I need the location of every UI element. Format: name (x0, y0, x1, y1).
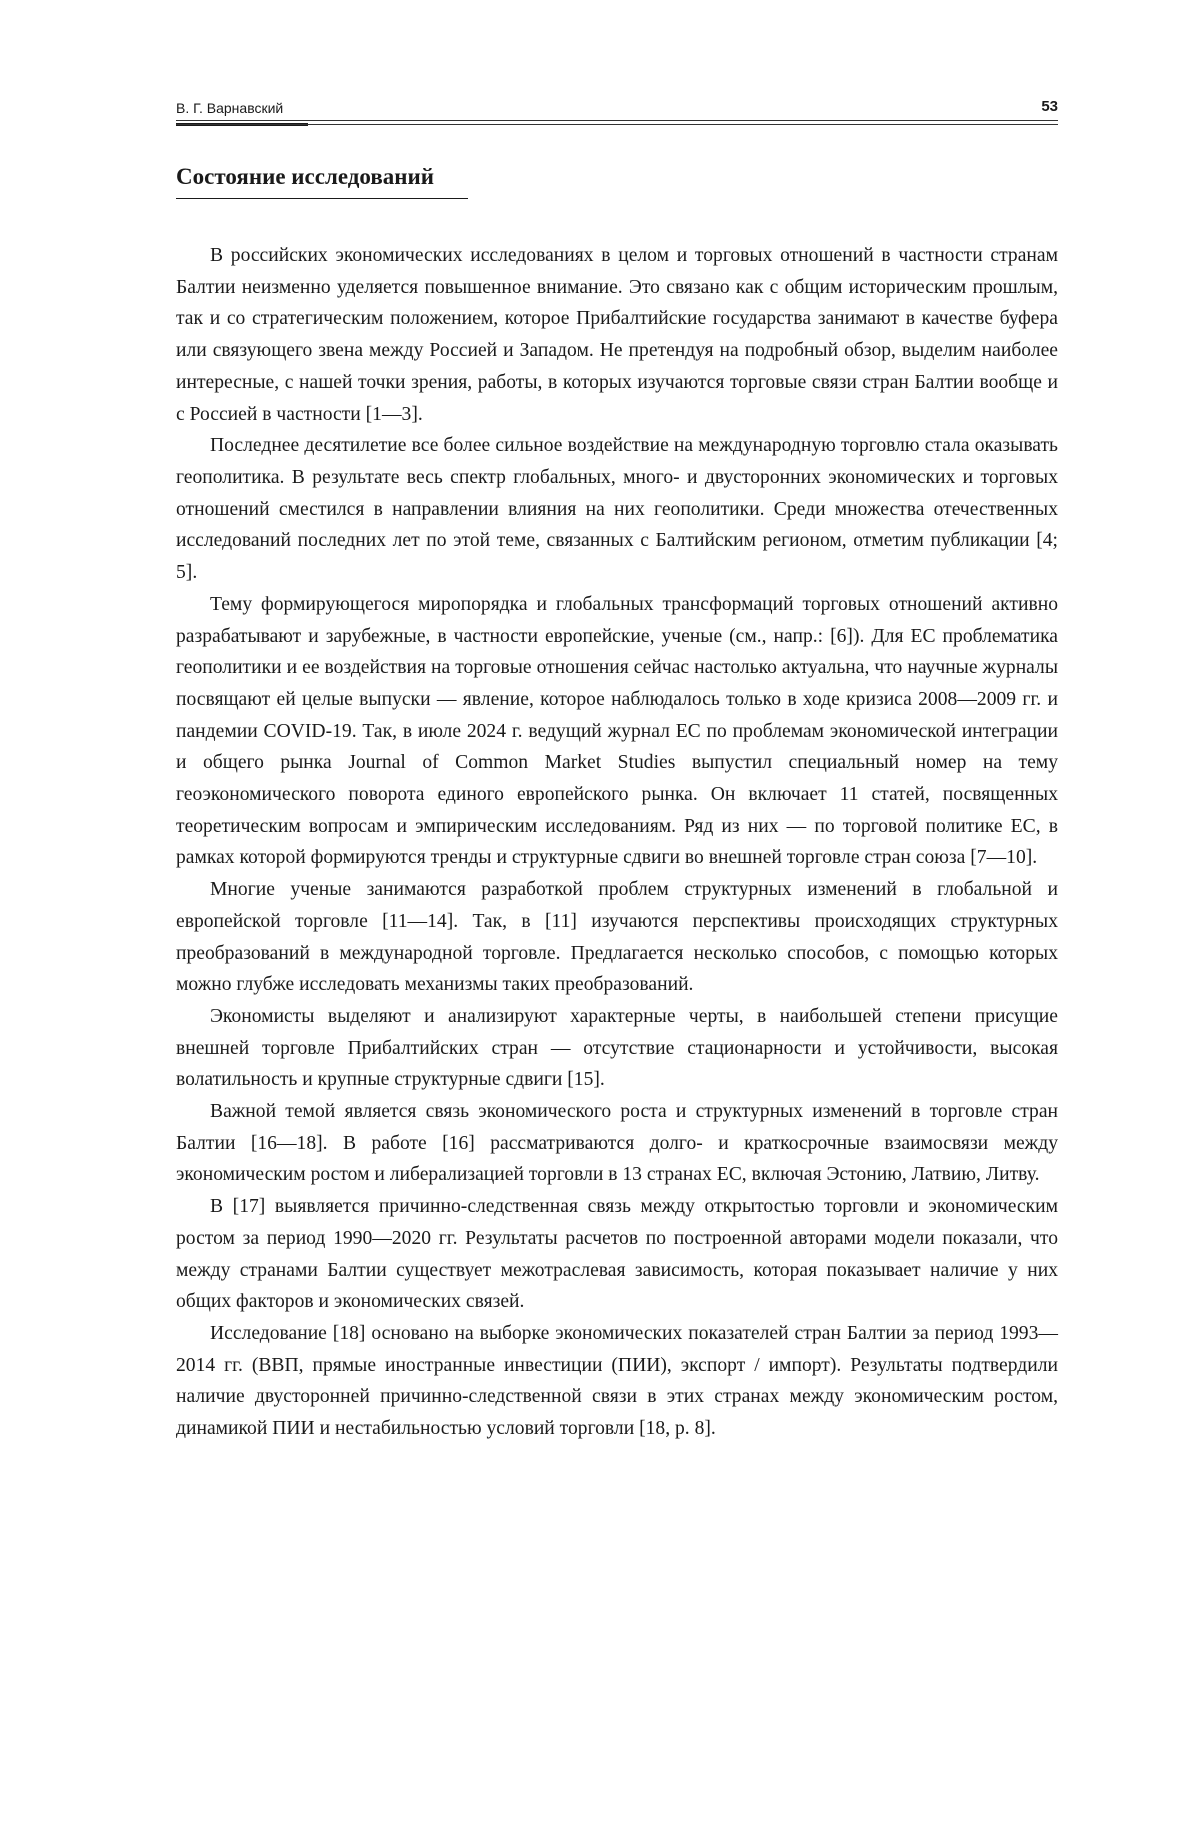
paragraph: Экономисты выделяют и анализируют характерные черты, в наибольшей степени присущие внешней торговле Прибалтийских стран — отсутствие стационарности и устойчивости, высокая волатильность и крупные структурные сдвиги [15]. (176, 1005, 1058, 1091)
running-header (176, 96, 1058, 118)
paragraph: Важной темой является связь экономического роста и структурных изменений в торговле стран Балтии [16—18]. В работе [16] рассматриваются долго- и краткосрочные взаимосвязи между экономическим ростом и либерализацией торговли в 13 странах ЕС, включая Эстонию, Латвию, Литву. (176, 1101, 1058, 1186)
paragraph: В [17] выявляется причинно-следственная связь между открытостью торговли и экономическим ростом за период 1990—2020 гг. Результаты расчетов по построенной авторами модели показали, что между странами Балтии существует межотраслевая зависимость, которая показывает наличие у них общих факторов и экономических связей. (176, 1196, 1058, 1313)
paragraph: Тему формирующегося миропорядка и глобальных трансформаций торговых отношений активно разрабатывают и зарубежные, в частности европейские, ученые (см., напр.: [6]). Для ЕС проблематика геополитики и ее воздействия на торговые отношения сейчас настолько актуальна, что научные журналы посвящают ей целые выпуски — явление, которое наблюдалось только в ходе кризиса 2008—2009 гг. и пандемии COVID-19. Так, в июле 2024 г. ведущий журнал ЕС по проблемам экономической интеграции и общего рынка Journal of Common Market Studies выпустил специальный номер на тему геоэкономического поворота единого европейского рынка. Он включает 11 статей, посвященных теоретическим вопросам и эмпирическим исследованиям. Ряд из них — по торговой политике ЕС, в рамках которой формируются тренды и структурные сдвиги во внешней торговле стран союза [7—10]. (176, 593, 1058, 869)
header-rule-thin (176, 120, 1058, 121)
running-header-author: В. Г. Варнавский (176, 100, 284, 116)
paragraph: Последнее десятилетие все более сильное воздействие на международную торговлю стала оказывать геополитика. В результате весь спектр глобальных, много- и двусторонних экономических и торговых отношений сместился в направлении влияния на них геополитики. Среди множества отечественных исследований последних лет по этой теме, связанных с Балтийским регионом, отметим публикации [4; 5]. (176, 435, 1058, 584)
section-title: Состояние исследований (176, 164, 468, 199)
paragraph: Исследование [18] основано на выборке экономических показателей стран Балтии за период 1993—2014 гг. (ВВП, прямые иностранные инвестиции (ПИИ), экспорт / импорт). Результаты подтвердили наличие двусторонней причинно-следственной связи в этих странах между экономическим ростом, динамикой ПИИ и нестабильностью условий торговли [18, p. 8]. (176, 1322, 1058, 1440)
page-number: 53 (1041, 98, 1058, 115)
paragraph: В российских экономических исследованиях в целом и торговых отношений в частности странам Балтии неизменно уделяется повышенное внимание. Это связано как с общим историческим прошлым, так и со стратегическим положением, которое Прибалтийские государства занимают в качестве буфера или связующего звена между Россией и Западом. Не претендуя на подробный обзор, выделим наиболее интересные, с нашей точки зрения, работы, в которых изучаются торговые связи стран Балтии вообще и с Россией в частности [1—3]. (176, 245, 1058, 425)
paragraph: Многие ученые занимаются разработкой проблем структурных изменений в глобальной и европейской торговле [11—14]. Так, в [11] изучаются перспективы происходящих структурных преобразований в международной торговле. Предлагается несколько способов, с помощью которых можно глубже исследовать механизмы таких преобразований. (176, 879, 1058, 996)
header-rule (176, 120, 1058, 128)
page (176, 96, 1058, 1445)
header-rule-thin-lower (176, 124, 1058, 125)
body-text (176, 240, 1058, 1445)
